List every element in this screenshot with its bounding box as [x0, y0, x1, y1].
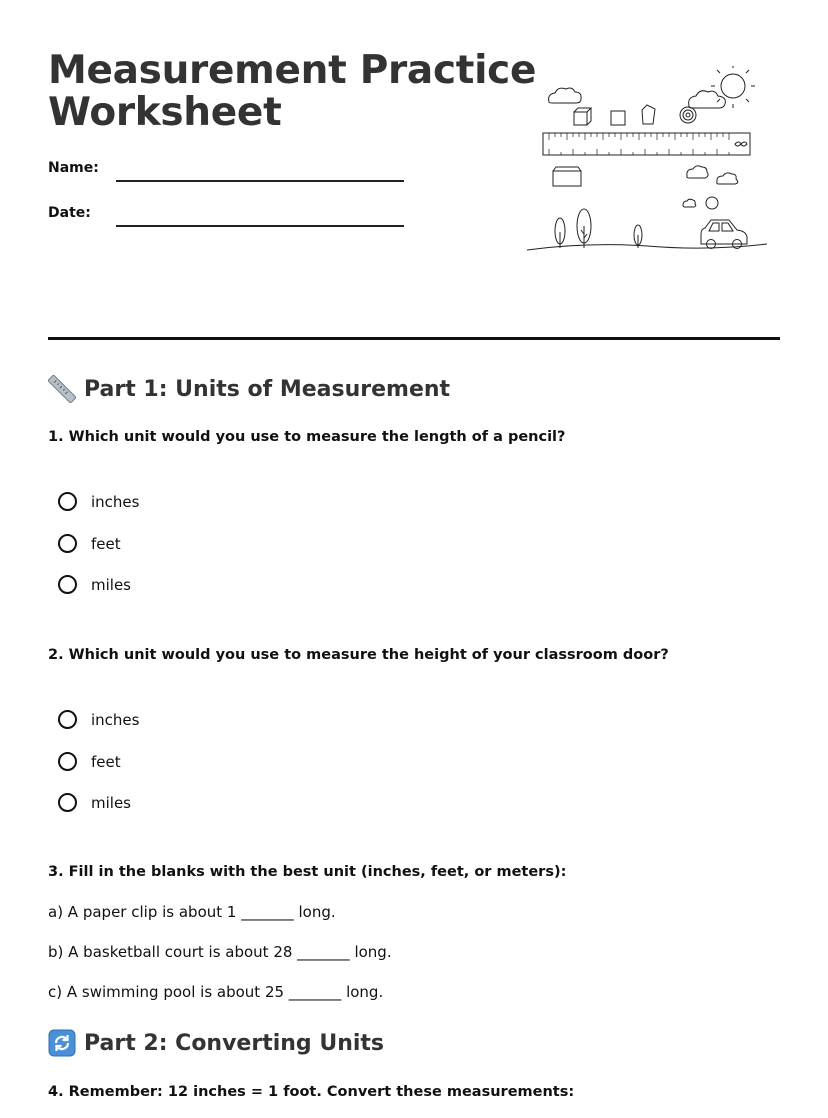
- q2-option-feet[interactable]: [58, 752, 121, 771]
- question-3: 3. Fill in the blanks with the best unit (inches, feet, or meters):: [48, 864, 567, 880]
- option-label: miles: [91, 793, 131, 812]
- question-2: 2. Which unit would you use to measure the height of your classroom door?: [48, 647, 669, 663]
- radio-button[interactable]: [58, 710, 77, 729]
- cube-icon: [574, 108, 591, 125]
- section-divider: [48, 337, 780, 340]
- circle-icon: [706, 197, 718, 209]
- q1-option-feet[interactable]: [58, 534, 121, 553]
- option-label: miles: [91, 575, 131, 594]
- question-1: 1. Which unit would you use to measure the length of a pencil?: [48, 429, 566, 445]
- box-icon: [553, 167, 581, 186]
- date-field[interactable]: [116, 225, 404, 227]
- part-2-heading: [48, 1029, 384, 1057]
- fill-blank-a[interactable]: a) A paper clip is about 1 _______ long.: [48, 903, 336, 921]
- repeat-arrows-icon: [48, 1029, 76, 1057]
- spiral-icon: [680, 107, 696, 123]
- option-label: feet: [91, 752, 121, 771]
- name-label: Name:: [48, 160, 99, 176]
- option-label: inches: [91, 710, 140, 729]
- fill-blank-c[interactable]: c) A swimming pool is about 25 _______ long.: [48, 983, 384, 1001]
- radio-button[interactable]: [58, 575, 77, 594]
- cloud-icon: [687, 166, 708, 178]
- fill-blank-b[interactable]: b) A basketball court is about 28 _______ long.: [48, 943, 392, 961]
- question-4: 4. Remember: 12 inches = 1 foot. Convert these measurements:: [48, 1084, 575, 1100]
- q2-option-miles[interactable]: [58, 793, 131, 812]
- car-icon: [701, 220, 747, 249]
- ruler-icon: [543, 133, 750, 155]
- measurement-illustration: [525, 66, 775, 256]
- option-label: feet: [91, 534, 121, 553]
- cloud-icon: [683, 199, 696, 207]
- q1-option-inches[interactable]: [58, 492, 139, 511]
- part-1-heading-text: Part 1: Units of Measurement: [84, 376, 451, 402]
- tree-icon: [555, 218, 565, 248]
- pentagon-icon: [642, 105, 655, 124]
- radio-button[interactable]: [58, 752, 77, 771]
- tree-icon: [634, 225, 642, 248]
- cloud-icon: [549, 88, 582, 103]
- worksheet-title: [48, 50, 536, 134]
- ground-line: [527, 244, 767, 250]
- cloud-icon: [717, 173, 738, 184]
- date-label: Date:: [48, 205, 91, 221]
- title-line-2: Worksheet: [48, 90, 282, 135]
- q2-option-inches[interactable]: [58, 710, 139, 729]
- part-2-heading-text: Part 2: Converting Units: [84, 1030, 385, 1056]
- ruler-icon: [48, 375, 76, 403]
- q1-option-miles[interactable]: [58, 575, 131, 594]
- radio-button[interactable]: [58, 492, 77, 511]
- name-field[interactable]: [116, 180, 404, 182]
- title-line-1: Measurement Practice: [48, 48, 537, 93]
- part-1-heading: [48, 375, 450, 403]
- square-icon: [611, 111, 625, 125]
- option-label: inches: [91, 492, 140, 511]
- radio-button[interactable]: [58, 534, 77, 553]
- radio-button[interactable]: [58, 793, 77, 812]
- tree-icon: [577, 209, 591, 248]
- sun-icon: [711, 66, 755, 108]
